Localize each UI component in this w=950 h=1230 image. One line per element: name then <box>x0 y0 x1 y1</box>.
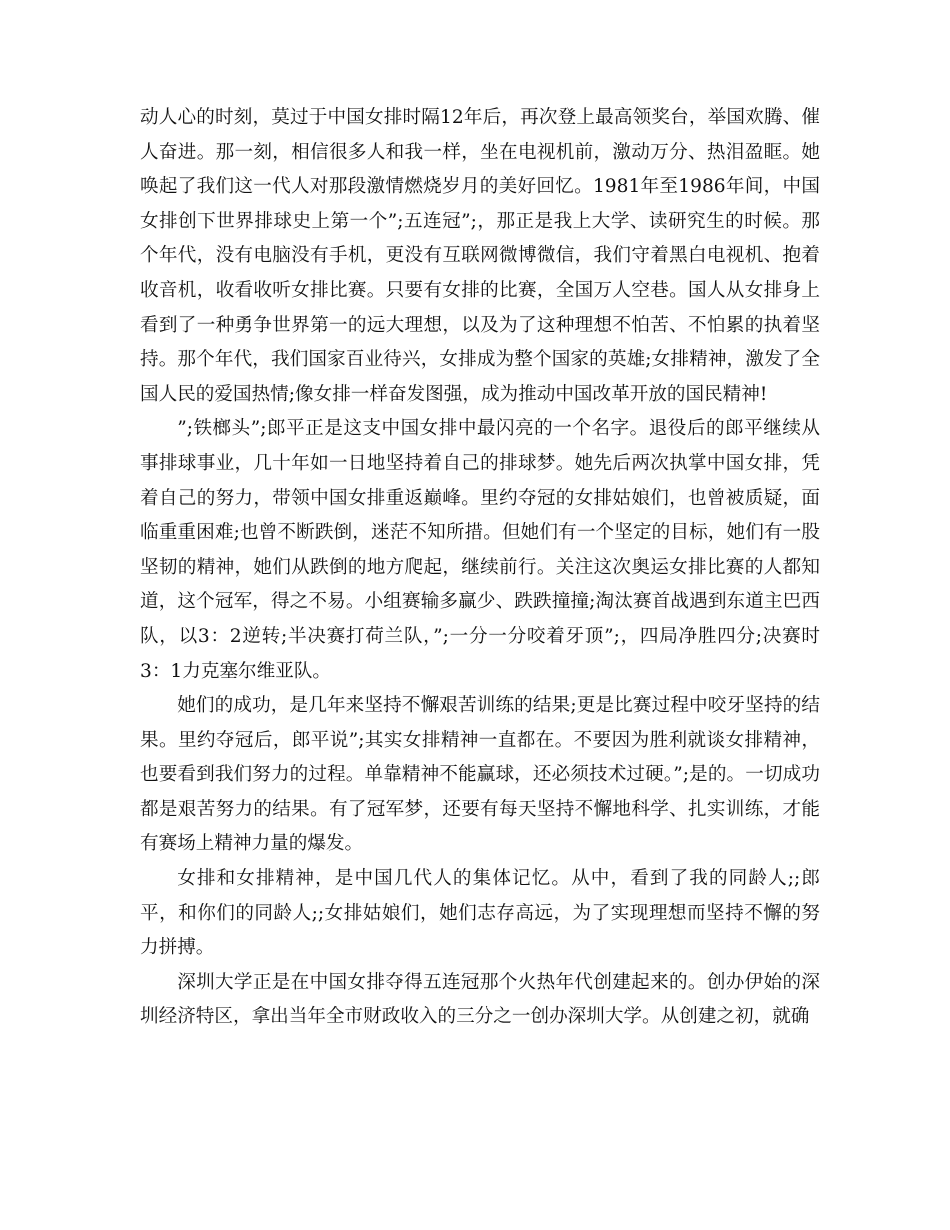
document-body <box>140 101 820 1035</box>
paragraph-3: 她们的成功，是几年来坚持不懈艰苦训练的结果;更是比赛过程中咬牙坚持的结果。里约夺冠后，郎平说”;其实女排精神一直都在。不要因为胜利就谈女排精神，也要看到我们努力的过程。单靠精神不能赢球，还必须技术过硬。”;是的。一切成功都是艰苦努力的结果。有了冠军梦，还要有每天坚持不懈地科学、扎实训练，才能有赛场上精神力量的爆发。 <box>140 695 820 855</box>
paragraph-2: ”;铁榔头”;郎平正是这支中国女排中最闪亮的一个名字。退役后的郎平继续从事排球事业，几十年如一日地坚持着自己的排球梦。她先后两次执掌中国女排，凭着自己的努力，带领中国女排重返巅峰。里约夺冠的女排姑娘们，也曾被质疑，面临重重困难;也曾不断跌倒，迷茫不知所措。但她们有一个坚定的目标，她们有一股坚韧的精神，她们从跌倒的地方爬起，继续前行。关注这次奥运女排比赛的人都知道，这个冠军，得之不易。小组赛输多赢少、跌跌撞撞;淘汰赛首战遇到东道主巴西队，以3：2逆转;半决赛打荷兰队，”;一分一分咬着牙顶”;，四局净胜四分;决赛时3：1力克塞尔维亚队。 <box>140 418 820 682</box>
paragraph-4: 女排和女排精神，是中国几代人的集体记忆。从中，看到了我的同龄人;;郎平，和你们的同龄人;;女排姑娘们，她们志存高远，为了实现理想而坚持不懈的努力拼搏。 <box>140 868 820 959</box>
paragraph-1: 动人心的时刻，莫过于中国女排时隔12年后，再次登上最高领奖台，举国欢腾、催人奋进。那一刻，相信很多人和我一样，坐在电视机前，激动万分、热泪盈眶。她唤起了我们这一代人对那段激情燃烧岁月的美好回忆。1981年至1986年间，中国女排创下世界排球史上第一个”;五连冠”;，那正是我上大学、读研究生的时候。那个年代，没有电脑没有手机，更没有互联网微博微信，我们守着黑白电视机、抱着收音机，收看收听女排比赛。只要有女排的比赛，全国万人空巷。国人从女排身上看到了一种勇争世界第一的远大理想，以及为了这种理想不怕苦、不怕累的执着坚持。那个年代，我们国家百业待兴，女排成为整个国家的英雄;女排精神，激发了全国人民的爱国热情;像女排一样奋发图强，成为推动中国改革开放的国民精神! <box>140 107 820 405</box>
paragraph-5: 深圳大学正是在中国女排夺得五连冠那个火热年代创建起来的。创办伊始的深圳经济特区，拿出当年全市财政收入的三分之一创办深圳大学。从创建之初，就确 <box>140 971 820 1028</box>
